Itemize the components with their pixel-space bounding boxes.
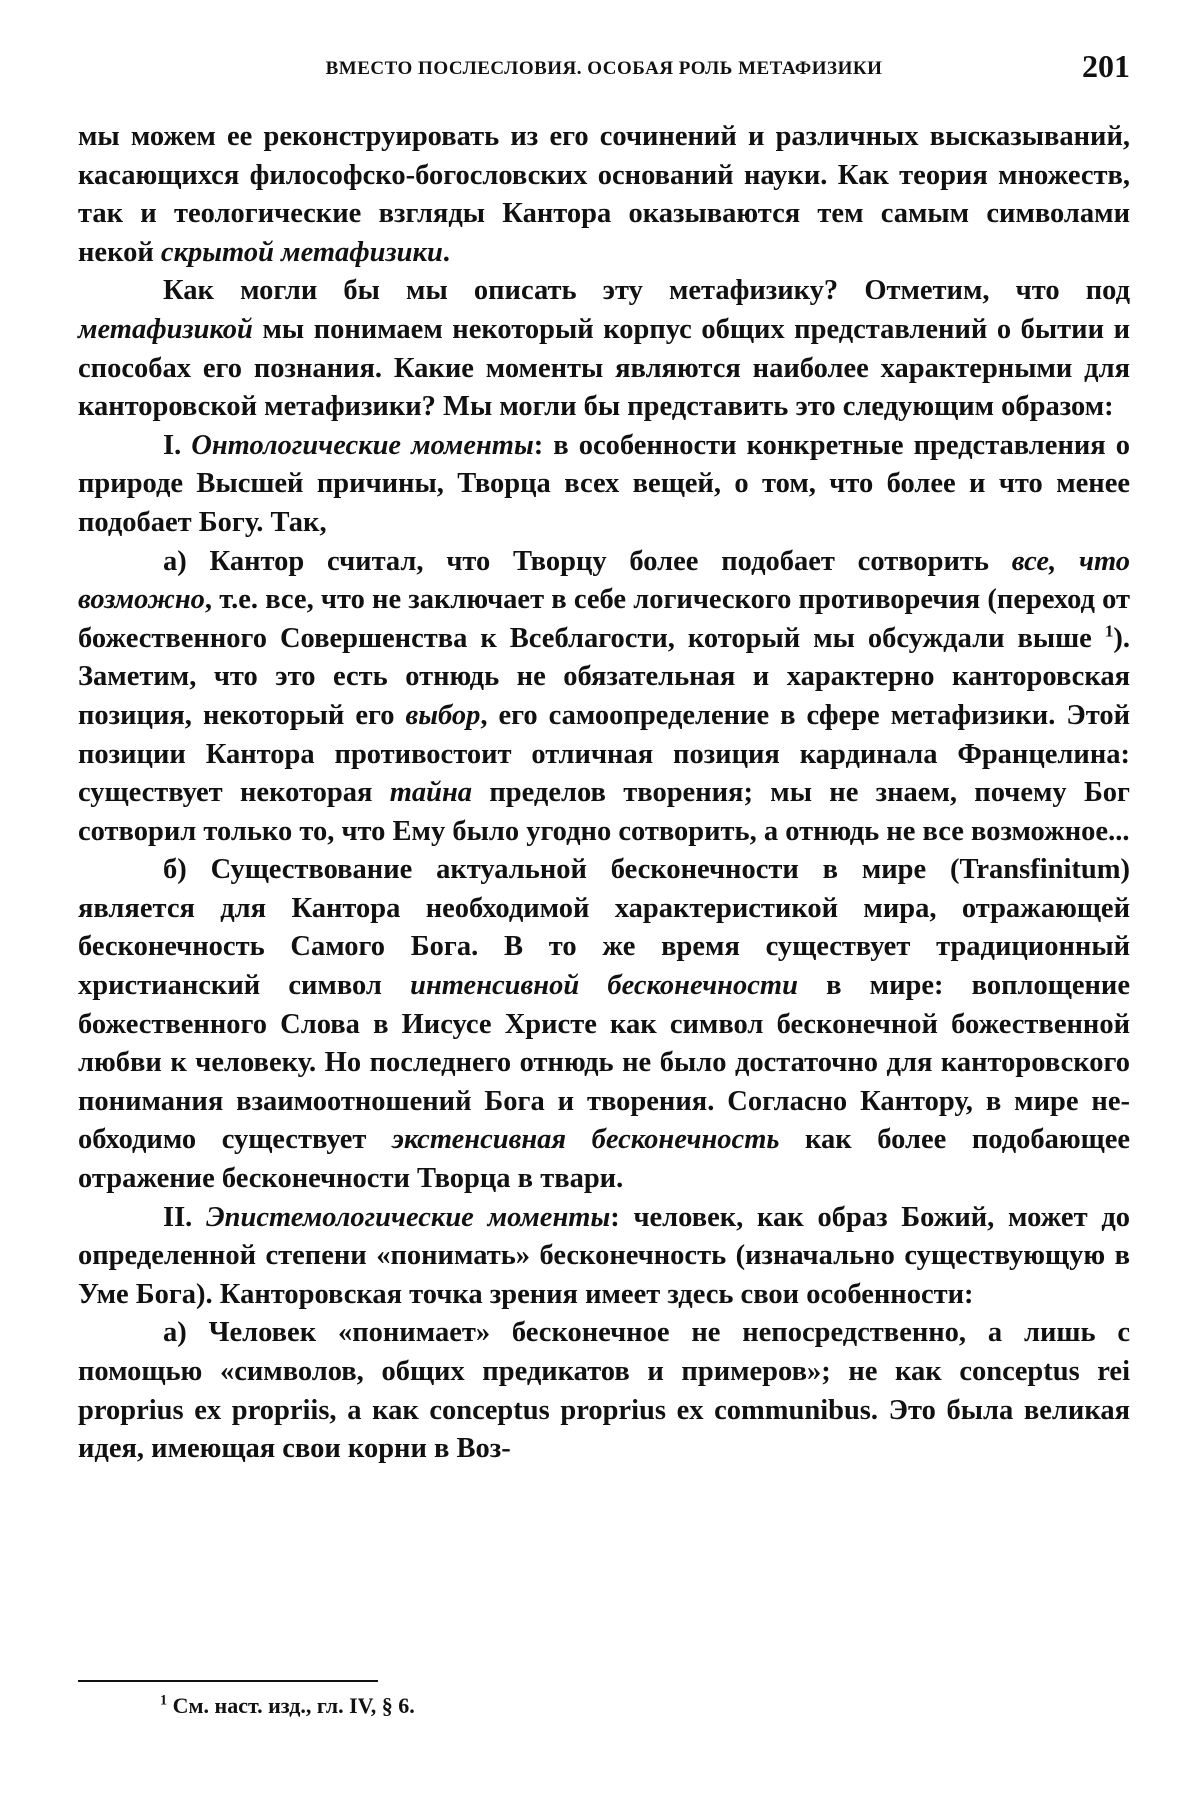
text-run: ). Заметим, что это есть отнюдь не обязательная и характерно канторовская позиция, некоторый его [78,622,1130,731]
text-run: I. [163,429,192,461]
paragraph-4 [78,851,1130,1198]
emphasis: метафизикой [78,313,253,345]
text-run: в мире: воплощение божественного Слова в Иисусе Христе как символ бесконечной божественной любви к человеку. Но последнего отнюдь не было достаточно для канторовского понимания взаимоотношений Бога и творения. Согласно Кантору, в мире необходимо существует [78,970,1130,1156]
emphasis: тайна [389,777,473,809]
paragraph-0 [78,118,1130,272]
text-run: мы понимаем некоторый корпус общих представлений о бытии и способах его познания. Какие моменты являются наиболее характерными для канторовской метафизики? Мы могли бы представить это следующим образом: [78,313,1130,423]
page-number: 201 [1082,48,1130,84]
text-run: , его самоопределение в сфере метафизики. Этой позиции Кантора противостоит отличная позиция кардинала Францелина: существует некоторая [78,699,1130,809]
text-run: : человек, как образ Божий, может до определенной степени «понимать» бесконечность (изначально существующую в Уме Бога). Канторовская точка зрения имеет здесь свои особенности: [78,1201,1130,1310]
text-run: . [442,236,450,268]
text-run: II. [163,1201,207,1233]
emphasis: Онтологические моменты [191,429,534,461]
paragraph-1 [78,272,1130,426]
page-header [78,48,1130,98]
emphasis: все, что возможно [78,545,1130,616]
text-run: пределов творения; мы не знаем, почему Бог сотворил только то, что Ему было угодно сотворить, а отнюдь не все возможное... [78,777,1130,847]
footnote [160,1693,415,1719]
text-run: : в особенности конкретные представления о природе Высшей причины, Творца всех вещей, о том, что более и что менее подобает Богу. Так, [78,429,1130,538]
footnote-ref: 1 [1104,621,1114,641]
footnote-marker: 1 [160,1692,168,1709]
running-title: ВМЕСТО ПОСЛЕСЛОВИЯ. ОСОБАЯ РОЛЬ МЕТАФИЗИКИ [325,58,883,79]
paragraph-5 [78,1199,1130,1315]
emphasis: Эпистемологические моменты [206,1201,611,1233]
emphasis: выбор [405,699,481,731]
paragraph-3 [78,543,1130,852]
footnote-rule [78,1680,378,1682]
text-run: а) Человек «понимает» бесконечное не непосредственно, а лишь с помощью «символов, общих предикатов и примеров»; не как conceptus rei proprius ex propriis, а как conceptus proprius ex communibus. Это была великая идея, имеющая свои корни в Воз- [78,1317,1130,1465]
text-run: , т.е. все, что не заключает в себе логического противоречия (переход от божественного Совершенства к Всеблагости, который мы обсуждали выше [78,584,1130,654]
text-run: а) Кантор считал, что Творцу более подобает сотворить [163,545,1012,577]
text-run: Как могли бы мы описать эту метафизику? Отметим, что под [163,275,1130,307]
body-text [78,118,1130,1469]
emphasis: скрытой метафизики [160,236,443,268]
text-run: как более подобающее отражение бесконечности Творца в твари. [78,1124,1130,1195]
emphasis: экстенсивная бесконечность [391,1124,780,1156]
text-run: мы можем ее реконструировать из его сочинений и различных высказываний, касающихся философско-богословских оснований науки. Как теория множеств, так и теологические взгляды Кантора оказываются тем самым символами некой [78,121,1130,268]
paragraph-2 [78,427,1130,543]
footnote-text: См. наст. изд., гл. IV, § 6. [167,1693,415,1718]
paragraph-6 [78,1314,1130,1468]
text-run: б) Существование актуальной бесконечности в мире (Transfinitum) является для Кантора необходимой характеристикой мира, отражающей бесконечность Самого Бога. В то же время существует традиционный христианский символ [78,854,1130,1002]
emphasis: интенсивной бесконечности [410,970,798,1002]
